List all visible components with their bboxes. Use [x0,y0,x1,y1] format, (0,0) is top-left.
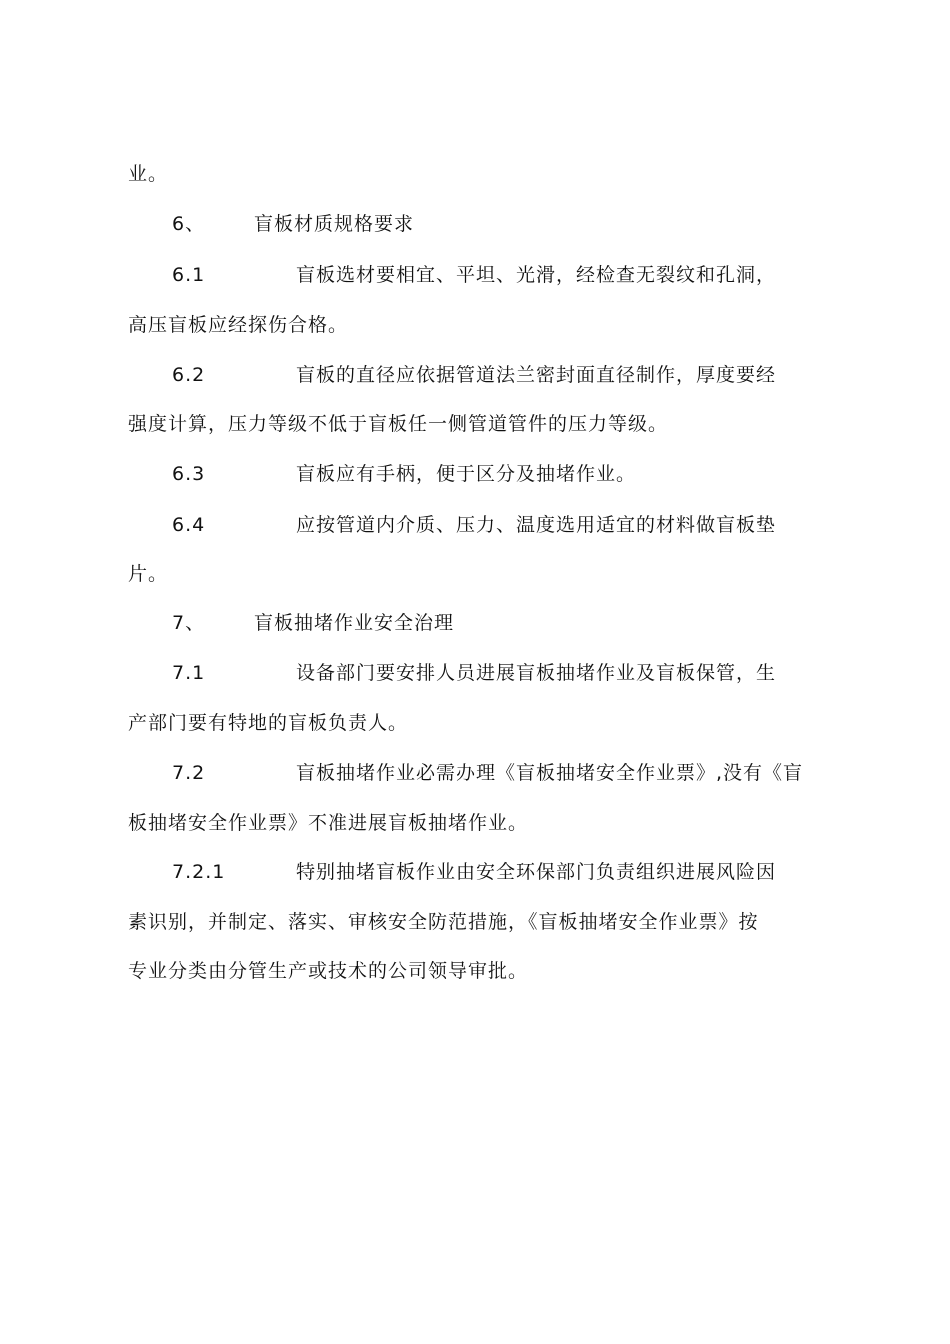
item-number: 7.2 [172,762,206,784]
item-number: 6.4 [172,514,206,536]
item-number: 6.2 [172,364,206,386]
item-text-line: 片。 [128,563,169,585]
section-title: 盲板材质规格要求 [254,213,415,235]
item-number: 7.1 [172,662,206,684]
section-title: 盲板抽堵作业安全治理 [254,612,455,634]
item-number: 6.3 [172,463,206,485]
item-number: 6.1 [172,264,206,286]
item-text-line: 高压盲板应经探伤合格。 [128,314,349,336]
item-text-line: 盲板的直径应依据管道法兰密封面直径制作，厚度要经 [296,364,777,386]
item-text-line: 盲板选材要相宜、平坦、光滑，经检查无裂纹和孔洞， [296,264,777,286]
item-text-line: 盲板应有手柄，便于区分及抽堵作业。 [296,463,637,485]
item-number: 7.2.1 [172,861,226,883]
item-text-line: 产部门要有特地的盲板负责人。 [128,712,409,734]
item-text-line: 特别抽堵盲板作业由安全环保部门负责组织进展风险因 [296,861,777,883]
carryover-text: 业。 [128,163,169,185]
section-number: 7、 [172,612,206,634]
item-text-line: 板抽堵安全作业票》不准进展盲板抽堵作业。 [128,812,529,834]
item-text-line: 素识别，并制定、落实、审核安全防范措施，《盲板抽堵安全作业票》按 [128,911,759,933]
section-number: 6、 [172,213,206,235]
item-text-line: 盲板抽堵作业必需办理《盲板抽堵安全作业票》,没有《盲 [296,762,804,784]
item-text-line: 设备部门要安排人员进展盲板抽堵作业及盲板保管，生 [296,662,777,684]
item-text-line: 应按管道内介质、压力、温度选用适宜的材料做盲板垫 [296,514,777,536]
item-text-line: 专业分类由分管生产或技术的公司领导审批。 [128,960,529,982]
item-text-line: 强度计算，压力等级不低于盲板任一侧管道管件的压力等级。 [128,413,669,435]
